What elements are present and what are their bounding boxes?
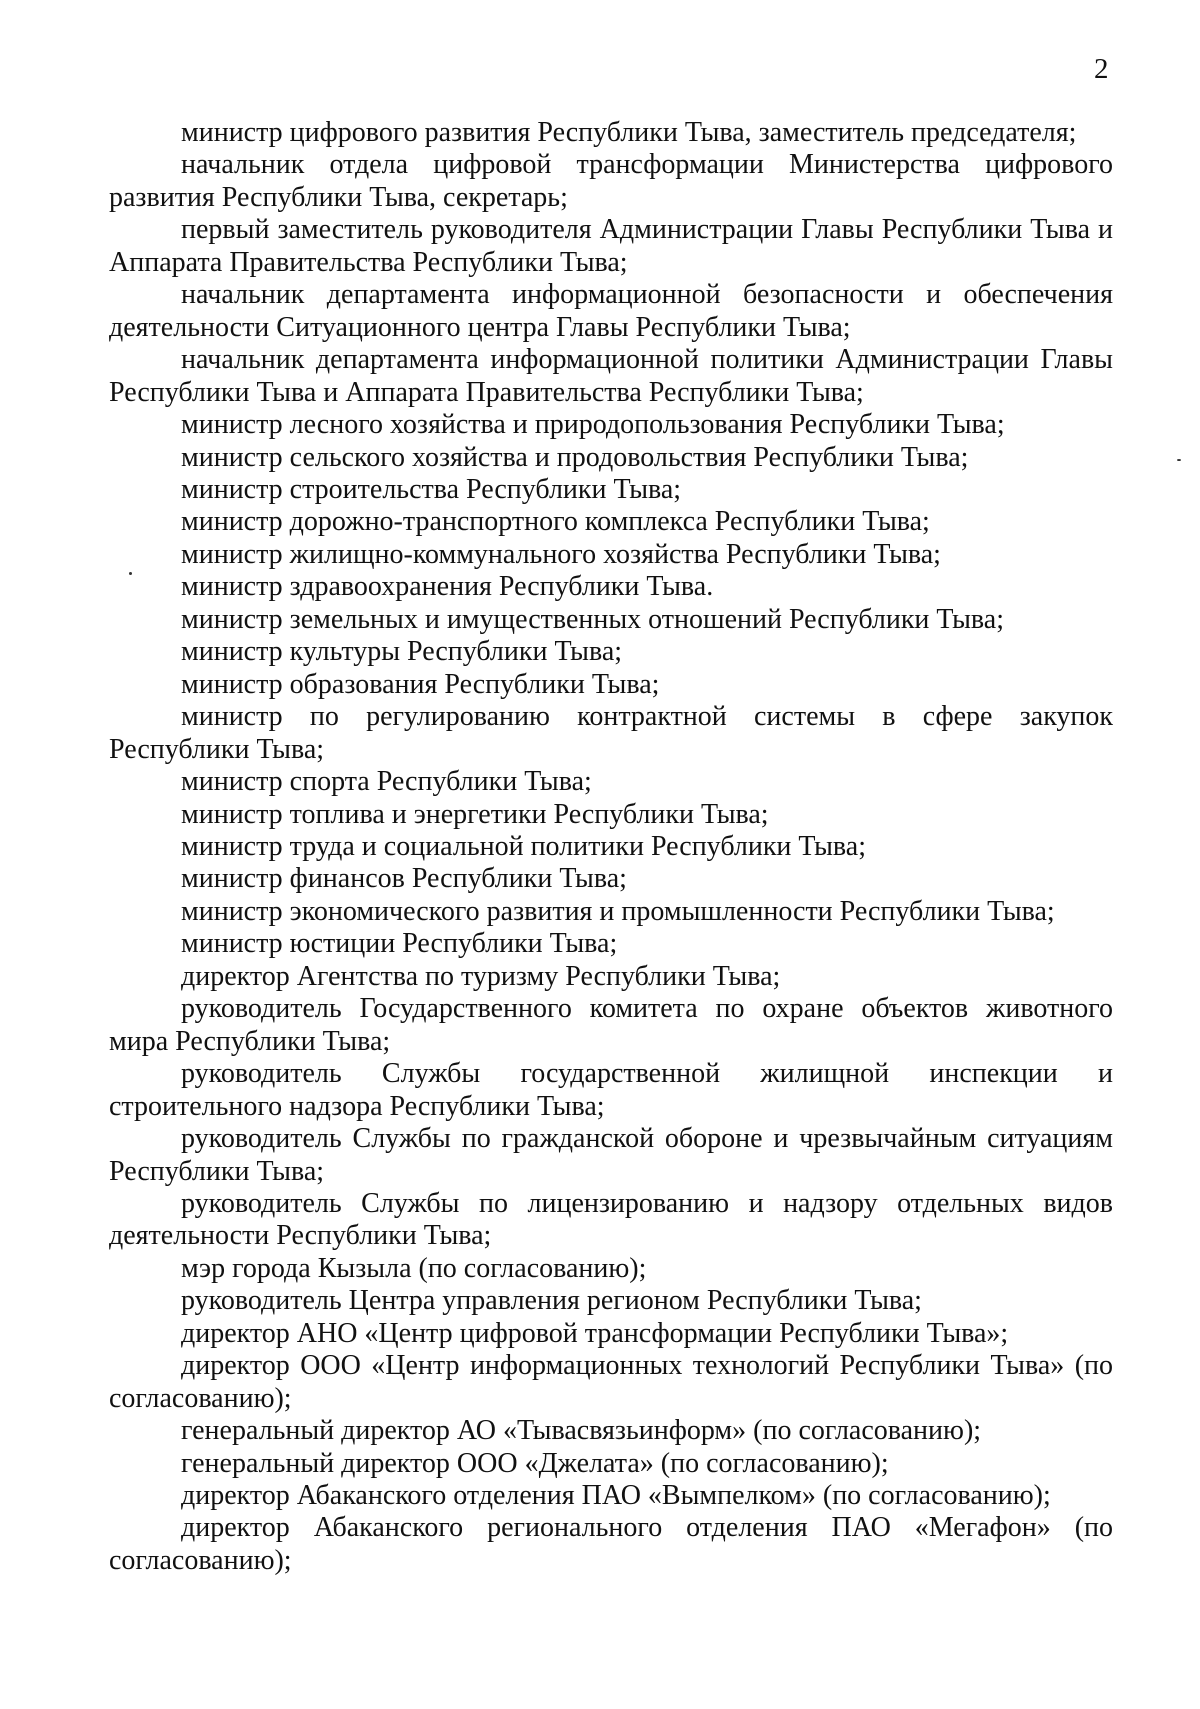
list-item: министр дорожно-транспортного комплекса Республики Тыва; xyxy=(181,506,930,538)
list-item: директор Абаканского отделения ПАО «Вымпелком» (по согласованию); xyxy=(181,1480,1051,1512)
list-item: министр спорта Республики Тыва; xyxy=(181,766,592,798)
list-item: министр культуры Республики Тыва; xyxy=(181,636,623,668)
list-item: директор Абаканского регионального отделения ПАО «Мегафон» (по согласованию); xyxy=(109,1512,1113,1576)
list-item: министр образования Республики Тыва; xyxy=(181,668,660,700)
list-item: министр цифрового развития Республики Тыва, заместитель председателя; xyxy=(181,117,1077,148)
list-item: руководитель Службы государственной жилищной инспекции и строительного надзора Республики Тыва; xyxy=(109,1058,1113,1122)
page-number: 2 xyxy=(1094,53,1109,85)
list-item: начальник департамента информационной безопасности и обеспечения деятельности Ситуационного центра Главы Республики Тыва; xyxy=(109,279,1113,343)
list-item: начальник департамента информационной политики Администрации Главы Республики Тыва и Аппарата Правительства Республики Тыва; xyxy=(109,344,1113,408)
list-item: министр здравоохранения Республики Тыва. xyxy=(181,571,714,603)
list-item: министр по регулированию контрактной системы в сфере закупок Республики Тыва; xyxy=(109,701,1113,765)
scan-speck xyxy=(1177,459,1181,461)
list-item: генеральный директор АО «Тывасвязьинформ» (по согласованию); xyxy=(181,1415,982,1447)
document-body xyxy=(109,117,1113,1577)
list-item: министр экономического развития и промышленности Республики Тыва; xyxy=(181,895,1055,927)
list-item: руководитель Центра управления регионом Республики Тыва; xyxy=(181,1285,922,1317)
list-item: директор ООО «Центр информационных технологий Республики Тыва» (по согласованию); xyxy=(109,1350,1113,1414)
list-item: министр строительства Республики Тыва; xyxy=(181,473,682,505)
list-item: министр сельского хозяйства и продовольствия Республики Тыва; xyxy=(181,441,969,473)
list-item: директор АНО «Центр цифровой трансформации Республики Тыва»; xyxy=(181,1317,1009,1349)
list-item: мэр города Кызыла (по согласованию); xyxy=(181,1252,647,1284)
scan-speck xyxy=(129,572,132,575)
list-item: министр финансов Республики Тыва; xyxy=(181,863,627,895)
list-item: министр юстиции Республики Тыва; xyxy=(181,928,618,960)
list-item: министр лесного хозяйства и природопользования Республики Тыва; xyxy=(181,409,1005,441)
list-item: начальник отдела цифровой трансформации Министерства цифрового развития Республики Тыва, секретарь; xyxy=(109,149,1113,213)
list-item: генеральный директор ООО «Джелата» (по согласованию); xyxy=(181,1447,889,1479)
list-item: руководитель Государственного комитета по охране объектов животного мира Республики Тыва; xyxy=(109,993,1113,1057)
list-item: руководитель Службы по лицензированию и надзору отдельных видов деятельности Республики Тыва; xyxy=(109,1187,1113,1252)
list-item: министр труда и социальной политики Республики Тыва; xyxy=(181,830,866,862)
list-item: первый заместитель руководителя Администрации Главы Республики Тыва и Аппарата Правительства Республики Тыва; xyxy=(109,214,1113,278)
list-item: руководитель Службы по гражданской обороне и чрезвычайным ситуациям Республики Тыва; xyxy=(109,1123,1113,1187)
list-item: директор Агентства по туризму Республики Тыва; xyxy=(181,960,781,992)
list-item: министр земельных и имущественных отношений Республики Тыва; xyxy=(181,603,1004,635)
list-item: министр топлива и энергетики Республики Тыва; xyxy=(181,798,769,830)
list-item: министр жилищно-коммунального хозяйства Республики Тыва; xyxy=(181,538,941,570)
